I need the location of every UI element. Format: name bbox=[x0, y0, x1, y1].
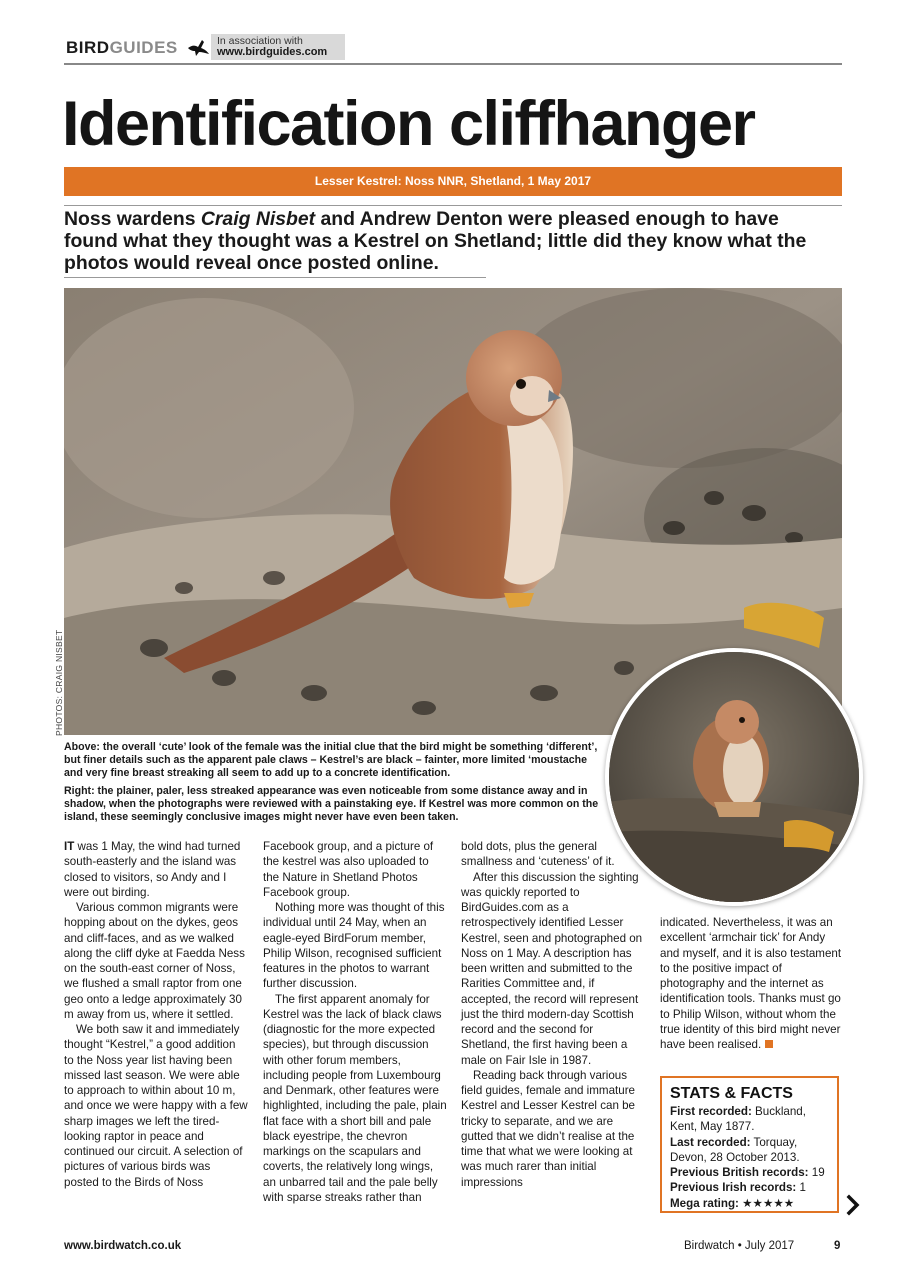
stats-label: Previous British records: bbox=[670, 1166, 809, 1179]
stats-label: Last recorded: bbox=[670, 1135, 751, 1149]
caption-right-text: the plainer, paler, less streaked appearance was even noticeable from some distance away and in shadow, when the photographs were reviewed with a painstaking eye. If Kestrel was more common on the island, these seemingly conclusive images might never have even been taken. bbox=[64, 785, 599, 823]
stats-label: Mega rating: bbox=[670, 1196, 739, 1210]
footer-separator: • bbox=[734, 1240, 745, 1252]
banner-details: Noss NNR, Shetland, 1 May 2017 bbox=[404, 174, 592, 188]
paragraph bbox=[660, 915, 842, 1052]
paragraph-text: was 1 May, the wind had turned south-easterly and the island was closed to visitors, so Andy and I were out birding. bbox=[64, 840, 241, 899]
paragraph: After this discussion the sighting was quickly reported to BirdGuides.com as a retrospectively identified Lesser Kestrel, seen and photographed on Noss on 1 May. A description has been written and submitted to the Rarities Committee and, if accepted, the record will represent just the third modern-day Scottish record and the second for Shetland, the first having been a male on Fair Isle in 1987. bbox=[461, 870, 643, 1067]
banner-divider bbox=[64, 205, 842, 206]
header-divider bbox=[64, 63, 842, 65]
lead-in: IT bbox=[64, 840, 75, 853]
paragraph: bold dots, plus the general smallness and ‘cuteness’ of it. bbox=[461, 840, 615, 869]
species-banner bbox=[64, 167, 842, 196]
stats-last-recorded bbox=[670, 1135, 829, 1166]
paragraph bbox=[64, 839, 248, 900]
brand-logo bbox=[66, 38, 178, 58]
caption-right bbox=[64, 785, 604, 824]
body-column-4 bbox=[660, 915, 842, 1052]
stats-value: ★★★★★ bbox=[738, 1196, 795, 1210]
chevron-right-icon bbox=[846, 1193, 860, 1217]
footer-issue: July 2017 bbox=[744, 1240, 795, 1252]
paragraph: The first apparent anomaly for Kestrel was the lack of black claws (diagnostic for the more expected species), but through discussion with other forum members, including people from Luxembourg and Denmark, other features were highlighted, including the pale, plain flat face with a short bill and pale black eyestripe, the chevron markings on the scapulars and coverts, the relatively long wings, an unbarred tail and the pale belly with sparse streaks rather than bbox=[263, 992, 447, 1204]
standfirst-name: Craig Nisbet bbox=[200, 208, 316, 230]
stats-label: First recorded: bbox=[670, 1105, 752, 1118]
caption-above bbox=[64, 741, 604, 780]
stats-mega-rating bbox=[670, 1196, 829, 1211]
standfirst-before: Noss wardens bbox=[64, 208, 201, 230]
article-title: Identification cliffhanger bbox=[62, 89, 755, 159]
association-url[interactable]: www.birdguides.com bbox=[217, 46, 328, 58]
end-mark-icon bbox=[765, 1040, 773, 1048]
body-column-1 bbox=[64, 839, 248, 1190]
association-label: In association with bbox=[217, 35, 303, 47]
standfirst bbox=[64, 208, 824, 274]
photo-credit bbox=[54, 629, 66, 736]
paragraph: We both saw it and immediately thought “Kestrel,” a good addition to the Noss year list having been missed last season. We were able to approach to within about 10 m, and once we were happy with a few sharp images we left the tired-looking raptor in peace and continued our circuit. A selection of pictures of various birds was posted to the Birds of Noss bbox=[64, 1023, 248, 1189]
standfirst-after: and Andrew Denton were pleased enough to have found what they thought was a Kestrel on Shetland; little did they know what the photos would reveal once posted online. bbox=[64, 208, 807, 274]
stats-irish-records bbox=[670, 1180, 829, 1195]
stats-value: 19 bbox=[808, 1166, 825, 1179]
bird-silhouette-icon bbox=[186, 36, 210, 58]
body-column-3 bbox=[461, 839, 645, 1190]
paragraph: Nothing more was thought of this individual until 24 May, when an eagle-eyed BirdForum member, Philip Wilson, recognised sufficient features in the photos to warrant further discussion. bbox=[263, 901, 445, 991]
paragraph: Facebook group, and a picture of the kestrel was also uploaded to the Nature in Shetland Photos Facebook group. bbox=[263, 840, 434, 899]
photo-credit-text: PHOTOS: CRAIG NISBET bbox=[54, 629, 64, 736]
stats-value: Buckland, Kent, May 1877. bbox=[670, 1105, 806, 1134]
stats-label: Previous Irish records: bbox=[670, 1181, 797, 1195]
caption-above-label: Above: bbox=[64, 741, 100, 753]
page-number: 9 bbox=[834, 1240, 841, 1252]
caption-above-text: the overall ‘cute’ look of the female was the initial clue that the bird might be something ‘different’, but finer details such as the apparent pale claws – Kestrel’s are black – fainter, more limited ‘moustache and very fine breast streaking all seem to add up to a concrete identification. bbox=[64, 741, 598, 779]
brand-part2: GUIDES bbox=[109, 38, 178, 57]
standfirst-divider bbox=[64, 277, 486, 278]
stats-value: 1 bbox=[796, 1181, 806, 1195]
paragraph-text: indicated. Nevertheless, it was an excellent ‘armchair tick’ for Andy and myself, and it is also testament to the positive impact of photography and the internet as identification tools. Thanks must go to Philip Wilson, without whom the true identity of this bird might never have been realised. bbox=[660, 916, 842, 1051]
stats-value: Torquay, Devon, 28 October 2013. bbox=[670, 1135, 800, 1164]
stats-british-records bbox=[670, 1165, 829, 1180]
footer-pub-name: Birdwatch bbox=[684, 1240, 735, 1252]
stats-facts-box bbox=[660, 1076, 839, 1213]
stats-first-recorded bbox=[670, 1104, 829, 1135]
stats-heading: STATS & FACTS bbox=[670, 1085, 793, 1102]
footer-publication bbox=[684, 1240, 794, 1252]
body-column-2 bbox=[263, 839, 447, 1205]
paragraph: Various common migrants were hopping about on the dykes, geos and cliff-faces, and as we walked along the cliff dyke at Faedda Ness on the south-east corner of Noss, we flushed a small raptor from one geo onto a ledge approximately 30 m away from us, where it settled. bbox=[64, 901, 245, 1021]
brand-part1: BIRD bbox=[66, 38, 110, 57]
paragraph: Reading back through various field guides, female and immature Kestrel and Lesser Kestrel can be tricky to separate, and we are gutted that we didn’t realise at the time that what we were looking at was much rarer than initial impressions bbox=[461, 1068, 636, 1189]
banner-species: Lesser Kestrel: bbox=[314, 174, 402, 188]
association-box bbox=[211, 34, 345, 60]
caption-right-label: Right: bbox=[64, 785, 95, 797]
footer-url[interactable]: www.birdwatch.co.uk bbox=[64, 1240, 182, 1252]
